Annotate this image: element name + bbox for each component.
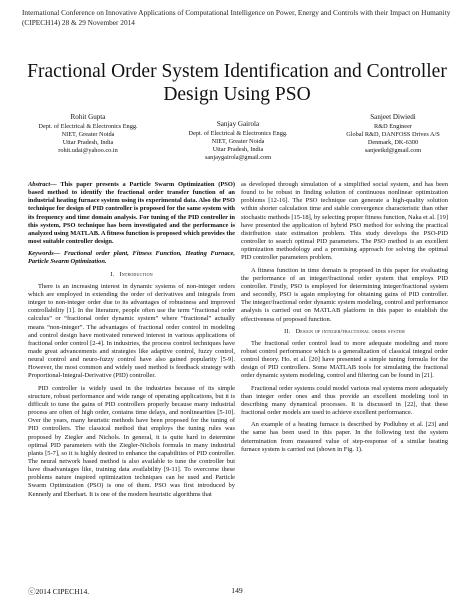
section-number: I. bbox=[110, 270, 115, 278]
keywords-text: Fractional order plant, Fitness Function, Heating Furnace, Particle Swarm Optimization. bbox=[28, 250, 235, 266]
author-affiliation-line: Global R&D, DANFOSS Drives A/S bbox=[346, 131, 440, 139]
body-paragraph: A fitness function in time domain is proposed in this paper for evaluating the performance of an integer/fractional order system that employs PID controller. Firstly, PSO is employed for determining integer/fractional system and secondly, PSO is again employing for obtaining gains of PID controller. The integer/fractional order dynamic system modeling, control and performance analysis is carried out on MATLAB platform in this paper to establish the effectiveness of proposed function. bbox=[241, 266, 448, 323]
author-email: sanjaygairola@gmail.com bbox=[204, 154, 272, 162]
section-heading-introduction bbox=[28, 271, 235, 279]
body-paragraph: The fractional order control lead to more adequate modeling and more robust control performance which is a generalization of classical integral order control theory. Ho. et al. [20] have presented a simple tuning formula for the design of PID controllers. Some MATLAB tools for simulating the fractional order dynamic system modeling, control and filtering can be found in [21]. bbox=[241, 339, 448, 380]
body-paragraph: PID controller is widely used in the industries because of its simple structure, robust performance and wide range of operating applications, but it is difficult to tune the gains of PID controllers properly because many industrial process are often of high order, contains time delays, and nonlinearities [5-10]. Over the years, many heuristic methods have been proposed for the tuning of PID controllers. The classical method that employs the tuning rules was proposed by Ziegler and Nichols. In general, it is quite hard to determine optimal PID parameters with the Ziegler-Nichols formula in many industrial plants [5-7], so it is highly desired to enhance the capabilities of PID controller. The neural network based method is also available to tune the controller but have disadvantages like, training data availability [9-11]. To overcome these problems nature inspired optimization techniques can be used and Particle Swarm Optimization (PSO) is one of them. PSO was first introduced by Kennedy and Eberhart. It is one of the modern heuristic algorithms that bbox=[28, 384, 235, 498]
author-block-3 bbox=[328, 113, 458, 155]
author-affiliation-line: NIET, Greater Noida bbox=[211, 138, 265, 146]
author-affiliation-line: Denmark, DK-6300 bbox=[367, 139, 419, 147]
left-column bbox=[28, 181, 235, 503]
keywords-label: Keywords bbox=[28, 250, 54, 258]
section-heading-design bbox=[241, 328, 448, 336]
abstract-label: Abstract bbox=[28, 181, 51, 188]
section-number: II. bbox=[284, 327, 291, 335]
author-block-1 bbox=[28, 113, 148, 155]
author-affiliation-line: NIET, Greater Noida bbox=[61, 131, 115, 139]
body-paragraph: An example of a heating furnace is described by Podlubny et al. [23] and the same has been used in this paper. In the following text the system determination from measured value of step-response of a similar heating furnace system is carried out (shown in Fig. 1). bbox=[241, 421, 448, 453]
footer-copyright: ⓒ2014 CIPECH14. bbox=[28, 587, 90, 596]
body-paragraph: as developed through simulation of a simplified social system, and has been found to be robust in finding solution of continuous nonlinear optimization problems [12-16]. The PSO technique can generate a high-quality solution within shorter calculation time and stable convergence characteristic than other stochastic methods [15-18], by selecting proper fitness function, Naka et al. [19] have presented the application of hybrid PSO method for solving the practical distribution state estimation problem. This study develops the PSO-PID controller to search optimal PID parameters. The PSO method is an excellent optimization methodology and a promising approach for solving the optimal PID controller parameters problem. bbox=[241, 181, 449, 262]
author-name: Rohit Gupta bbox=[70, 113, 106, 121]
abstract-text: This paper presents a Particle Swarm Optimization (PSO) based method to identify the fractional order transfer function of an industrial heating furnace system using its experimental data. Also the PSO technique for design of PID controller is proposed for the same system with its frequency and time domain analysis. For tuning of the PID controller in this system, PSO technique has been investigated and the performance is analyzed using MATLAB. A fitness function is proposed which provides the most suitable controller design. bbox=[28, 181, 236, 246]
author-name: Sanjeet Diwiedi bbox=[370, 113, 416, 121]
author-affiliation-line: Uttar Pradesh, India bbox=[62, 139, 114, 147]
author-affiliation-line: Uttar Pradesh, India bbox=[212, 146, 264, 154]
conference-header: International Conference on Innovative Applications of Computational Intelligence on Power, Energy and Controls with their Impact on Humanity (CIPECH14) 28 & 29 November 2014 bbox=[22, 8, 451, 27]
abstract bbox=[28, 181, 235, 246]
right-column bbox=[241, 181, 448, 458]
keywords-dash: — bbox=[53, 250, 64, 258]
paper-title: Fractional Order System Identification and Controller Design Using PSO bbox=[27, 61, 447, 105]
author-email: sanjeetkd@gmail.com bbox=[364, 147, 422, 155]
section-title: Design of integer/fractional order system bbox=[295, 327, 405, 335]
author-name: Sanjay Gairola bbox=[216, 120, 260, 128]
author-block-2 bbox=[178, 120, 298, 162]
keywords bbox=[28, 250, 235, 266]
author-affiliation-line: Dept. of Electrical & Electronics Engg. bbox=[188, 130, 288, 138]
author-affiliation-line: Dept. of Electrical & Electronics Engg. bbox=[38, 123, 138, 131]
author-email: rohit.udai@yahoo.co.in bbox=[58, 147, 118, 155]
body-paragraph: There is an increasing interest in dynamic systems of non-integer orders which are employed in extending the order of derivatives and integrals from integer to non-integer order due to its advantages of robustness and improved controllability [1]. In the literature, people often use the term “fractional order calculus” or “fractional order dynamic system” where “fractional” actually means “non-integer”. The advantages of fractional order control in modeling and control design have motivated renewed interest in various applications of fractional order control [2-4]. In industries, the process control techniques have made great advancements and strategies like adaptive control, fuzzy control, neural control and neuro-fuzzy control have also gained popularity [5-9]. However, the most common and widely used method is feedback strategy with Proportional-Integral-Derivative (PID) controller. bbox=[28, 282, 235, 380]
body-paragraph: Fractional order systems could model various real systems more adequately than integer order ones and thus provide an excellent modeling tool in describing many dynamical processes. It is discussed in [22], that these fractional order models are used to achieve excellent performance. bbox=[241, 384, 448, 417]
abstract-dash: — bbox=[50, 181, 61, 188]
footer-page-number: 149 bbox=[231, 586, 243, 595]
section-title: Introduction bbox=[119, 270, 153, 278]
author-affiliation-line: R&D Engineer bbox=[374, 123, 412, 131]
